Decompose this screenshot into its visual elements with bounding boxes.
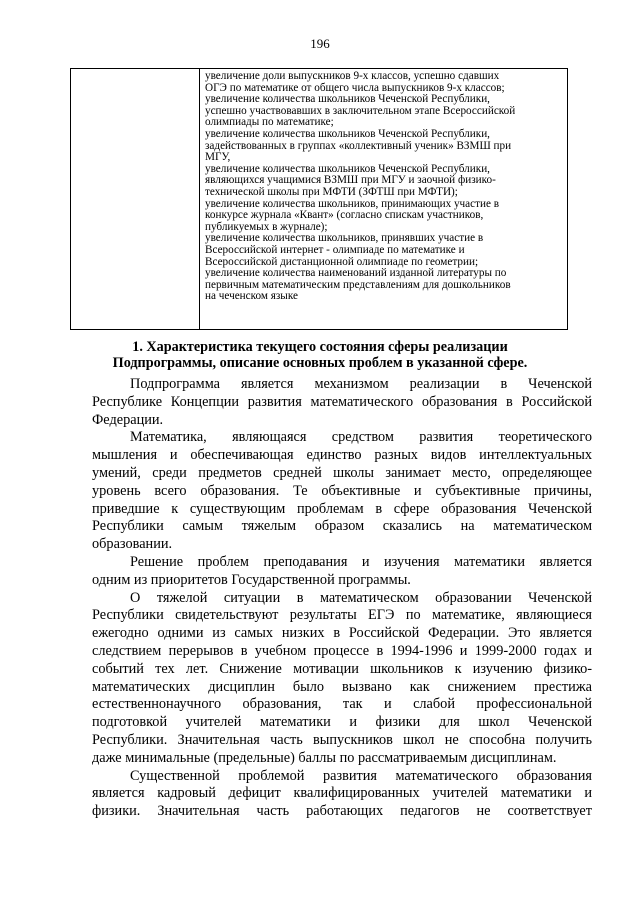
paragraph-line: Решение проблем преподавания и изучения математики является bbox=[130, 553, 592, 570]
table-line: технической школы при МФТИ (ЗФТШ при МФТИ); bbox=[205, 185, 458, 198]
paragraph-line: Республике Концепции развития математического образования в Российской bbox=[92, 393, 592, 410]
paragraph-line: является кадровый дефицит квалифицированных учителей математики и bbox=[92, 785, 592, 802]
table-line: успешно участвовавших в заключительном этапе Всероссийской bbox=[205, 104, 516, 117]
paragraph-line: мышления и обеспечивающая единство разных видов интеллектуальных bbox=[92, 447, 592, 464]
paragraph-line: Республики свидетельствуют результаты ЕГЭ по математике, являющиеся bbox=[92, 607, 592, 624]
section-heading bbox=[70, 339, 570, 371]
table-line: являющихся учащимися ВЗМШ при МГУ и заочной физико- bbox=[205, 174, 496, 187]
paragraph bbox=[92, 376, 592, 429]
table-column-divider bbox=[199, 69, 200, 329]
paragraph-line: Республики. Значительная часть выпускников школ не способна получить bbox=[92, 731, 592, 748]
table-line: Всероссийской интернет - олимпиаде по математике и bbox=[205, 243, 465, 256]
paragraph bbox=[92, 590, 592, 768]
table-line: увеличение доли выпускников 9-х классов, успешно сдавших bbox=[205, 70, 500, 82]
table-line: увеличение количества школьников, принимающих участие в bbox=[205, 197, 500, 210]
paragraph-line: физики. Значительная часть работающих педагогов не соответствует bbox=[92, 803, 592, 820]
paragraph-line: событий тех лет. Снижение мотивации школьников к изучению физико- bbox=[92, 660, 592, 677]
table bbox=[70, 68, 568, 330]
page-number: 196 bbox=[310, 36, 330, 51]
table-line: конкурсе журнала «Квант» (согласно спискам участников, bbox=[205, 209, 484, 222]
table-line: олимпиады по математике; bbox=[205, 116, 334, 129]
table-line: увеличение количества наименований изданной литературы по bbox=[205, 267, 507, 280]
paragraph-line: Федерации. bbox=[92, 411, 164, 428]
paragraph-line: Подпрограмма является механизмом реализации в Чеченской bbox=[130, 376, 592, 392]
paragraph-line: Математика, являющаяся средством развития теоретического bbox=[130, 429, 592, 446]
paragraph-line: О тяжелой ситуации в математическом образовании Чеченской bbox=[130, 589, 592, 606]
table-line: первичным математическим представлениям для дошкольников bbox=[205, 278, 511, 291]
paragraph-line: подготовкой учителей математики и физики для школ Чеченской bbox=[92, 714, 592, 731]
table-line: публикуемых в журнале); bbox=[205, 220, 328, 233]
paragraph-line: уровень всего образования. Те объективные и субъективные причины, bbox=[92, 482, 592, 499]
paragraph bbox=[92, 429, 592, 554]
body-text bbox=[92, 376, 592, 821]
paragraph-line: математических дисциплин было вызвано как снижением престижа bbox=[92, 678, 592, 695]
paragraph-line: умений, среди предметов средней школы занимает место, определяющее bbox=[92, 464, 592, 481]
paragraph-line: ежегодно одними из самых низких в Российской Федерации. Это является bbox=[92, 625, 592, 642]
paragraph-line: даже минимальные (предельные) баллы по рассматриваемым дисциплинам. bbox=[92, 749, 557, 766]
paragraph-line: Существенной проблемой развития математического образования bbox=[130, 767, 592, 784]
paragraph-line: одним из приоритетов Государственной программы. bbox=[92, 571, 411, 588]
table-line: задействованных в группах «коллективный ученик» ВЗМШ при bbox=[205, 139, 512, 152]
table-line: Всероссийской дистанционной олимпиаде по геометрии; bbox=[205, 255, 479, 268]
table-line: увеличение количества школьников, принявших участие в bbox=[205, 232, 484, 245]
paragraph-line: приведшие к существующим проблемам в сфере образования Чеченской bbox=[92, 500, 592, 517]
section-heading-line: Подпрограммы, описание основных проблем в указанной сфере. bbox=[112, 355, 528, 371]
section-heading-line: 1. Характеристика текущего состояния сферы реализации bbox=[132, 339, 508, 355]
table-line: увеличение количества школьников Чеченской Республики, bbox=[205, 127, 490, 140]
paragraph bbox=[92, 768, 592, 821]
table-line: на чеченском языке bbox=[205, 290, 298, 303]
paragraph-line: следствием перерывов в учебном процессе в 1994-1996 и 1999-2000 годах и bbox=[92, 642, 592, 659]
table-line: увеличение количества школьников Чеченской Республики, bbox=[205, 162, 490, 175]
table-line: увеличение количества школьников Чеченской Республики, bbox=[205, 93, 490, 106]
table-line: МГУ, bbox=[205, 151, 231, 164]
table-line: ОГЭ по математике от общего числа выпускников 9-х классов; bbox=[205, 81, 505, 94]
paragraph-line: образовании. bbox=[92, 536, 173, 553]
paragraph bbox=[92, 554, 592, 590]
paragraph-line: Республики самым тяжелым образом сказались на математическом bbox=[92, 518, 592, 535]
paragraph-line: естественнонаучного образования, так и слабой профессиональной bbox=[92, 696, 592, 713]
table-right-cell bbox=[205, 71, 563, 303]
